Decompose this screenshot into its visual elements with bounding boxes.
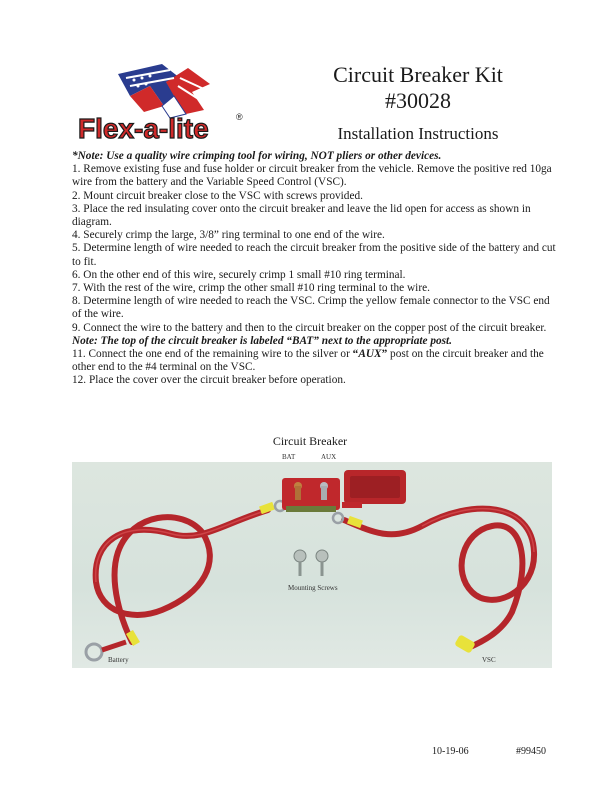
step-9-text: 9. Connect the wire to the battery and then to the circuit breaker on the copper post of the circuit breaker. [72, 321, 547, 334]
flex-a-lite-logo [70, 56, 250, 148]
ring-terminal-small-right [333, 513, 343, 523]
step-5: 5. Determine length of wire needed to reach the circuit breaker from the positive side of the battery and cut to fit. [72, 242, 556, 268]
kit-illustration [72, 462, 552, 668]
title-line-1: Circuit Breaker Kit [333, 62, 503, 87]
step-9-note: Note: The top of the circuit breaker is labeled “BAT” next to the appropriate post. [72, 334, 452, 347]
mounting-screws [294, 550, 328, 576]
crimping-note: *Note: Use a quality wire crimping tool for wiring, NOT pliers or other devices. [72, 150, 442, 162]
screws-label: Mounting Screws [288, 584, 338, 592]
flag-arrows-icon [70, 56, 250, 148]
step-3: 3. Place the red insulating cover onto the circuit breaker and leave the lid open for access as shown in diagram. [72, 202, 531, 229]
circuit-breaker [282, 478, 340, 512]
step-11-quote-close: ” [381, 348, 388, 361]
step-11-before: 11. Connect the one end of the remaining wire to the silver or [72, 348, 353, 361]
title-line-2: #30028 [385, 88, 451, 113]
step-7: 7. With the rest of the wire, crimp the other small #10 ring terminal to the wire. [72, 282, 430, 295]
step-11 [72, 348, 558, 374]
step-12: 12. Place the cover over the circuit breaker before operation. [72, 374, 346, 387]
step-8: 8. Determine length of wire needed to reach the VSC. Crimp the yellow female connector to the VSC end of the wire. [72, 295, 550, 321]
brand-wordmark: Flex-a-lite [78, 113, 209, 144]
footer-part-number: #99450 [516, 746, 546, 757]
vsc-label: VSC [482, 656, 496, 664]
step-4: 4. Securely crimp the large, 3/8” ring terminal to one end of the wire. [72, 229, 385, 242]
aux-label: AUX [321, 453, 337, 461]
step-2: 2. Mount circuit breaker close to the VSC with screws provided. [72, 189, 363, 202]
battery-wire [96, 510, 268, 642]
subtitle: Installation Instructions [337, 124, 499, 143]
instructions-body [72, 150, 558, 388]
bat-label: BAT [282, 453, 296, 461]
yellow-female-connector [454, 634, 476, 653]
step-1: 1. Remove existing fuse and fuse holder or circuit breaker from the vehicle. Remove the positive red 10ga wire from the battery and the Variable Speed Control (VSC). [72, 163, 552, 189]
figure-caption: Circuit Breaker [272, 434, 348, 448]
footer-date: 10-19-06 [432, 746, 469, 757]
step-11-quote-open: “ [352, 348, 359, 361]
screw-icon [294, 550, 306, 562]
step-9 [72, 322, 558, 348]
kit-photo [72, 462, 552, 668]
step-11-after: post on the circuit breaker and the other end to the #4 terminal on the VSC. [72, 348, 544, 374]
page-title [318, 62, 518, 114]
ring-terminal-large [86, 644, 102, 660]
screw-icon [316, 550, 328, 562]
step-11-aux: AUX [358, 348, 382, 361]
registered-mark: ® [236, 112, 243, 122]
step-6: 6. On the other end of this wire, securely crimp 1 small #10 ring terminal. [72, 268, 406, 281]
battery-label: Battery [108, 656, 129, 664]
insulating-cover [342, 470, 406, 508]
vsc-wire [344, 509, 534, 648]
